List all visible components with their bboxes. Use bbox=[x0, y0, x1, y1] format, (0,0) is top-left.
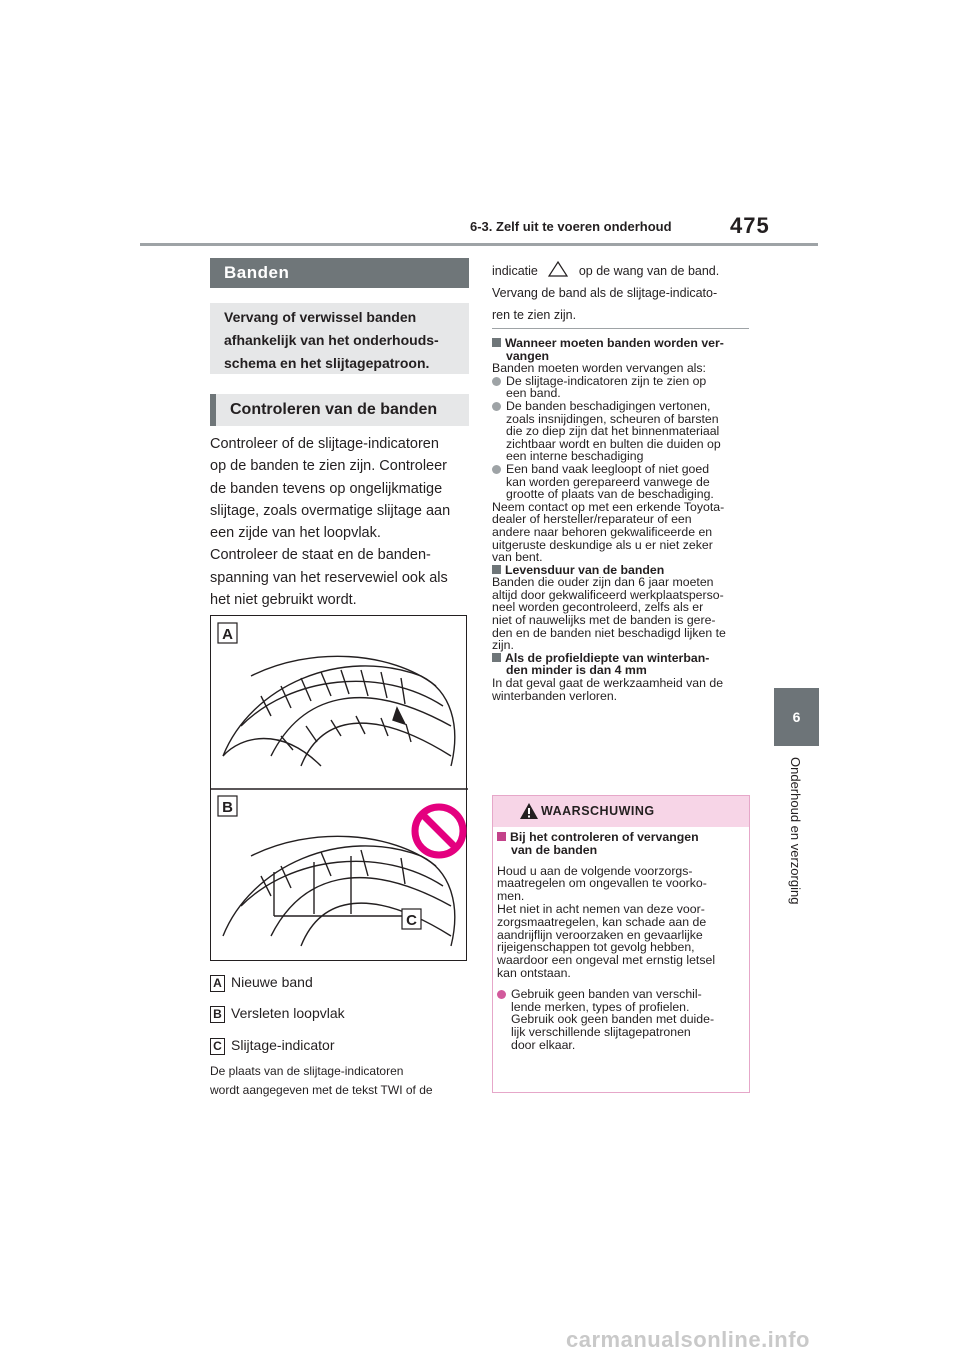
warning-subtitle-cont: van de banden bbox=[511, 842, 598, 857]
body-line: het niet gebruikt wordt. bbox=[210, 592, 357, 609]
body-line: slijtage, zoals overmatige slijtage aan bbox=[210, 502, 451, 519]
chapter-label bbox=[781, 757, 811, 957]
no-sign-icon bbox=[415, 807, 463, 855]
note-line: wordt aangegeven met de tekst TWI of de bbox=[210, 1083, 433, 1097]
continuation-line: Vervang de band als de slijtage-indicato- bbox=[492, 286, 718, 300]
warning-bullet: Gebruik geen banden van verschil- lende merken, types of profielen. Gebruik ook geen banden met duide- lijk verschillende slijtagepatronen door elkaar. bbox=[497, 988, 743, 1052]
warning-title: WAARSCHUWING bbox=[541, 804, 655, 818]
square-bullet-icon bbox=[492, 653, 501, 662]
label-a: A bbox=[222, 626, 233, 643]
tire-drawing bbox=[211, 616, 468, 962]
legend-text: Nieuwe band bbox=[231, 974, 313, 990]
body-line: Controleer de staat en de banden- bbox=[210, 547, 431, 564]
faq1-bullet: De slijtage-indicatoren zijn te zien op een band. bbox=[492, 375, 754, 400]
divider bbox=[492, 328, 749, 329]
label-b: B bbox=[222, 799, 233, 816]
legend-key: B bbox=[210, 1006, 225, 1023]
square-bullet-icon bbox=[492, 565, 501, 574]
warning-triangle-icon bbox=[520, 803, 538, 819]
legend-text: Slijtage-indicator bbox=[231, 1037, 335, 1053]
body-line: spanning van het reservewiel ook als bbox=[210, 569, 448, 586]
warning-subtitle: Bij het controleren of vervangen bbox=[497, 831, 743, 844]
square-bullet-icon bbox=[492, 338, 501, 347]
page-number: 475 bbox=[730, 213, 770, 238]
tire-illustration bbox=[210, 615, 467, 961]
faq1-after: Neem contact op met een erkende Toyota- dealer of hersteller/reparateur of een andere naar behoren gekwalificeerde en uitgeruste deskundige als u er niet zeker van bent. bbox=[492, 499, 725, 565]
intro-line: schema en het slijtagepatroon. bbox=[224, 355, 430, 371]
faq2-title: Levensduur van de banden bbox=[492, 564, 754, 577]
watermark: carmanualsonline.info bbox=[566, 1327, 810, 1352]
warning-paragraph: Houd u aan de volgende voorzorgs- maatregelen om ongevallen te voorko- men. Het niet in acht nemen van deze voor- zorgsmaatregelen, kan schade aan de aandrijflijn veroorzaken en gevaarlijke rijeigenschappen tot gevolg hebben, waardoor een ongeval met ernstig letsel kan ontstaan. bbox=[497, 863, 716, 980]
continuation-part: op de wang van de band. bbox=[578, 264, 720, 278]
body-line: Controleer of de slijtage-indicatoren bbox=[210, 436, 439, 452]
banden-title: Banden bbox=[210, 258, 469, 288]
body-line: een zijde van het loopvlak. bbox=[210, 525, 381, 542]
legend-item-a bbox=[210, 974, 313, 992]
legend-text: Versleten loopvlak bbox=[231, 1005, 345, 1021]
faq1-bullet: Een band vaak leegloopt of niet goed kan worden gerepareerd vanwege de grootte of plaats van de beschadiging. bbox=[492, 463, 754, 501]
faq1-title-cont: vangen bbox=[506, 348, 550, 363]
faq3-title-cont: den minder is dan 4 mm bbox=[506, 663, 647, 678]
faq-section bbox=[492, 337, 754, 702]
legend-key: A bbox=[210, 975, 225, 992]
faq3-text: In dat geval gaat de werkzaamheid van de winterbanden verloren. bbox=[492, 676, 724, 703]
faq1-bullet: De banden beschadigingen vertonen, zoals insnijdingen, scheuren of barsten die zo diep zijn dat het binnenmateriaal zichtbaar wordt en bulten die duiden op een interne beschadiging bbox=[492, 400, 754, 463]
warning-header bbox=[493, 796, 749, 827]
warning-body bbox=[497, 831, 743, 1052]
section-title: Controleren van de banden bbox=[210, 394, 469, 426]
chapter-tab[interactable]: 6 bbox=[774, 688, 819, 746]
intro-line: Vervang of verwissel banden bbox=[224, 309, 417, 325]
body-line: de banden tevens op ongelijkmatige bbox=[210, 480, 443, 497]
new-tire bbox=[223, 656, 455, 766]
chapter-label-text: Onderhoud en verzorging bbox=[788, 757, 803, 905]
note-line: De plaats van de slijtage-indicatoren bbox=[210, 1064, 404, 1078]
warning-box bbox=[492, 795, 750, 1093]
header-section-title: 6-3. Zelf uit te voeren onderhoud bbox=[470, 219, 672, 234]
twi-note bbox=[210, 1062, 472, 1100]
faq2-text: Banden die ouder zijn dan 6 jaar moeten altijd door gekwalificeerd werkplaatsperso- neel worden gecontroleerd, zelfs als er niet of nauwelijks met de banden is gere- den en de banden niet beschadigd lijken te zijn. bbox=[492, 575, 726, 653]
square-bullet-icon bbox=[497, 832, 506, 841]
legend-key: C bbox=[210, 1038, 225, 1055]
legend-item-b bbox=[210, 1005, 345, 1023]
triangle-indicator-icon bbox=[547, 261, 569, 277]
header-rule bbox=[140, 243, 818, 246]
body-line: op de banden te zien zijn. Controleer bbox=[210, 458, 447, 475]
continuation-text bbox=[492, 261, 750, 325]
faq1-intro: Banden moeten worden vervangen als: bbox=[492, 361, 706, 376]
continuation-line: ren te zien zijn. bbox=[492, 308, 577, 322]
faq3-title: Als de profieldiepte van winterban- bbox=[492, 652, 754, 665]
label-c: C bbox=[406, 912, 417, 929]
continuation-part: indicatie bbox=[492, 264, 538, 278]
body-paragraph bbox=[210, 433, 472, 611]
continuation-line bbox=[492, 261, 750, 281]
faq1-title: Wanneer moeten banden worden ver- bbox=[492, 337, 754, 350]
legend-item-c bbox=[210, 1037, 335, 1055]
intro-box bbox=[210, 303, 469, 374]
intro-line: afhankelijk van het onderhouds- bbox=[224, 332, 439, 348]
